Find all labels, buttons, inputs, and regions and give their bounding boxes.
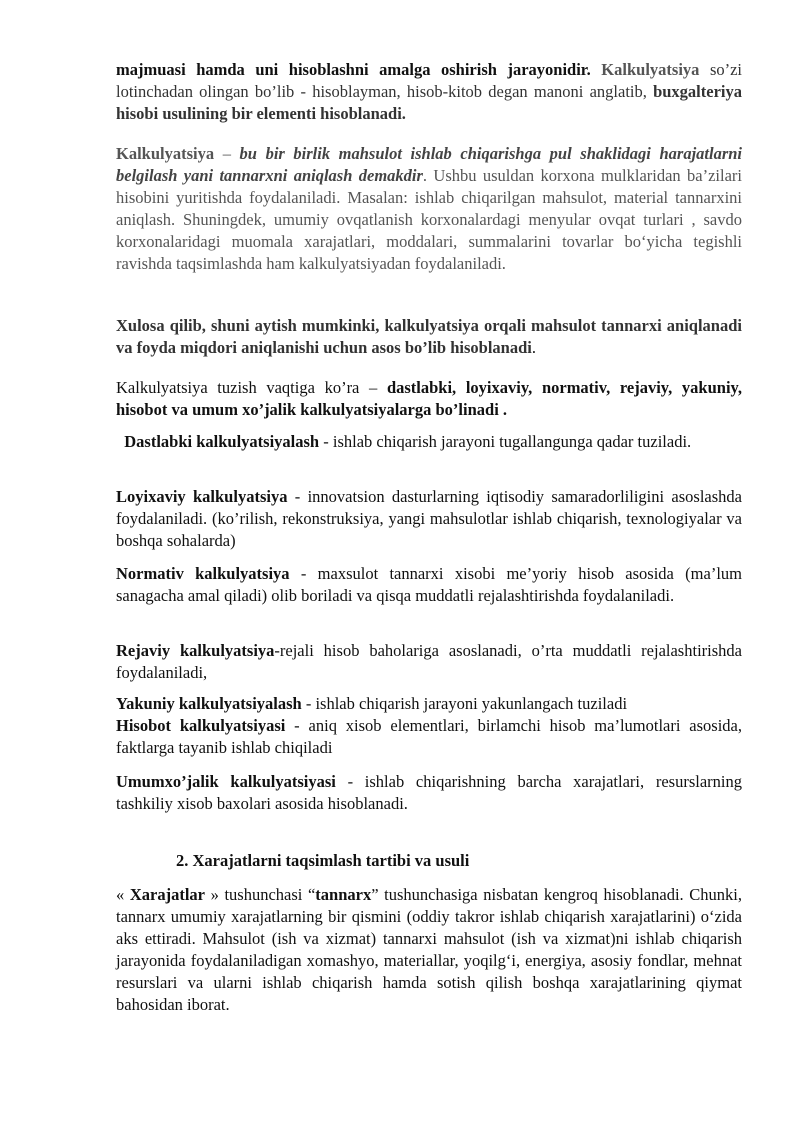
paragraph-text: -rejali hisob baholariga asoslanadi, o’rta muddatli rejalashtirishda foydalaniladi, (116, 641, 742, 682)
conclusion-text: Xulosa qilib, shuni aytish mumkinki, kalkulyatsiya orqali mahsulot tannarxi aniqlanadi va foyda miqdori aniqlanishi uchun asos bo’lib hisoblanadi (116, 316, 742, 357)
paragraph-dastlabki (116, 431, 742, 453)
paragraph-definition (116, 143, 742, 275)
term-kalkulyatsiya: Kalkulyatsiya (116, 144, 215, 163)
term-loyixaviy: Loyixaviy kalkulyatsiya (116, 487, 288, 506)
bold-text: majmuasi hamda uni hisoblashni amalga oshirish jarayonidir. (116, 60, 591, 79)
paragraph-text: - innovatsion dasturlarning iqtisodiy samaradorliligini asoslashda foydalaniladi. (ko’rilish, rekonstruksiya, yangi mahsulotlar ishlab chiqarish, texnologiyalar va boshqa sohalarda) (116, 487, 742, 550)
paragraph-conclusion (116, 315, 742, 359)
bold-text: buxgalteriya hisobi usulining bir elementi hisoblanadi. (116, 82, 742, 123)
paragraph-rejaviy (116, 640, 742, 684)
dash-text: – (214, 144, 240, 163)
term-dastlabki: Dastlabki kalkulyatsiyalash (124, 432, 320, 451)
paragraph-text: - ishlab chiqarish jarayoni yakunlangach tuziladi (301, 694, 628, 713)
bold-text: dastlabki, loyixaviy, normativ, rejaviy, yakuniy, hisobot va umum xo’jalik kalkulyatsiyalarga bo’linadi . (116, 378, 742, 419)
paragraph-normativ (116, 563, 742, 607)
definition-text: bu bir birlik mahsulot ishlab chiqarishga pul shaklidagi harajatlarni belgilash yani tannarxni aniqlash demakdir (116, 144, 743, 185)
term-umumxojalik: Umumxo’jalik kalkulyatsiyasi (116, 772, 336, 791)
paragraph-text: - ishlab chiqarishning barcha xarajatlari, resurslarning tashkiliy xisob baxolari asosida hisoblanadi. (116, 772, 742, 813)
quote-mark: « (116, 885, 130, 904)
term-tannarx: tannarx (315, 885, 372, 904)
paragraph-classification (116, 377, 742, 421)
term-xarajatlar: Xarajatlar (129, 885, 205, 904)
paragraph-intro-continuation (116, 59, 742, 125)
paragraph-text: - ishlab chiqarish jarayoni tugallangunga qadar tuziladi. (319, 432, 692, 451)
paragraph-text: so’zi lotinchadan olingan bo’lib - hisoblayman, hisob-kitob degan manoni anglatib, (116, 60, 743, 101)
paragraph-text: - maxsulot tannarxi xisobi me’yoriy hisob asosida (ma’lum sanagacha amal qiladi) olib boriladi va qisqa muddatli rejalashtirishda foydalaniladi. (116, 564, 742, 605)
paragraph-umumxojalik (116, 771, 742, 815)
paragraph-text: » tushunchasi “ (205, 885, 316, 904)
paragraph-text: Kalkulyatsiya tuzish vaqtiga ko’ra – (116, 378, 387, 397)
term-kalkulyatsiya: Kalkulyatsiya (601, 60, 700, 79)
term-normativ: Normativ kalkulyatsiya (116, 564, 290, 583)
paragraph-yakuniy-hisobot (116, 693, 742, 759)
period-text: . (531, 338, 536, 357)
term-yakuniy: Yakuniy kalkulyatsiyalash (116, 694, 302, 713)
term-rejaviy: Rejaviy kalkulyatsiya (116, 641, 275, 660)
paragraph-loyixaviy (116, 486, 742, 552)
paragraph-xarajatlar (116, 884, 742, 1016)
section-heading: 2. Xarajatlarni taqsimlash tartibi va usuli (176, 851, 470, 870)
term-hisobot: Hisobot kalkulyatsiyasi (116, 716, 286, 735)
paragraph-text: - aniq xisob elementlari, birlamchi hisob ma’lumotlari asosida, faktlarga tayanib ishlab chiqiladi (116, 716, 742, 757)
paragraph-text: . Ushbu usuldan korxona mulklaridan ba’zilari hisobini yuritishda foydalaniladi. Masalan: ishlab chiqarilgan mahsulot, material tannarxini aniqlash. Shuningdek, umumiy ovqatlanish korxonalardagi menyular ovqat turlari , savdo korxonalaridagi muomala xarajatlari, moddalari, summalarini tovarlar bo‘yicha tegishli ravishda taqsimlashda ham kalkulyatsiyadan foydalaniladi. (116, 166, 743, 273)
paragraph-text: ” tushunchasiga nisbatan kengroq hisoblanadi. Chunki, tannarx umumiy xarajatlarning bir qismini (oddiy takror ishlab chiqarish xarajatlarini) o‘zida aks ettiradi. Mahsulot (ish va xizmat) tannarxi mahsulot (ish va xizmat)ni ishlab chiqarish jarayonida foydalaniladigan xomashyo, materiallar, yoqilg‘i, energiya, asosiy fondlar, mehnat resurslari va ularni ishlab chiqarish hamda sotish qilish boshqa xarajatlarining qiymat bahosidan iborat. (116, 885, 743, 1014)
